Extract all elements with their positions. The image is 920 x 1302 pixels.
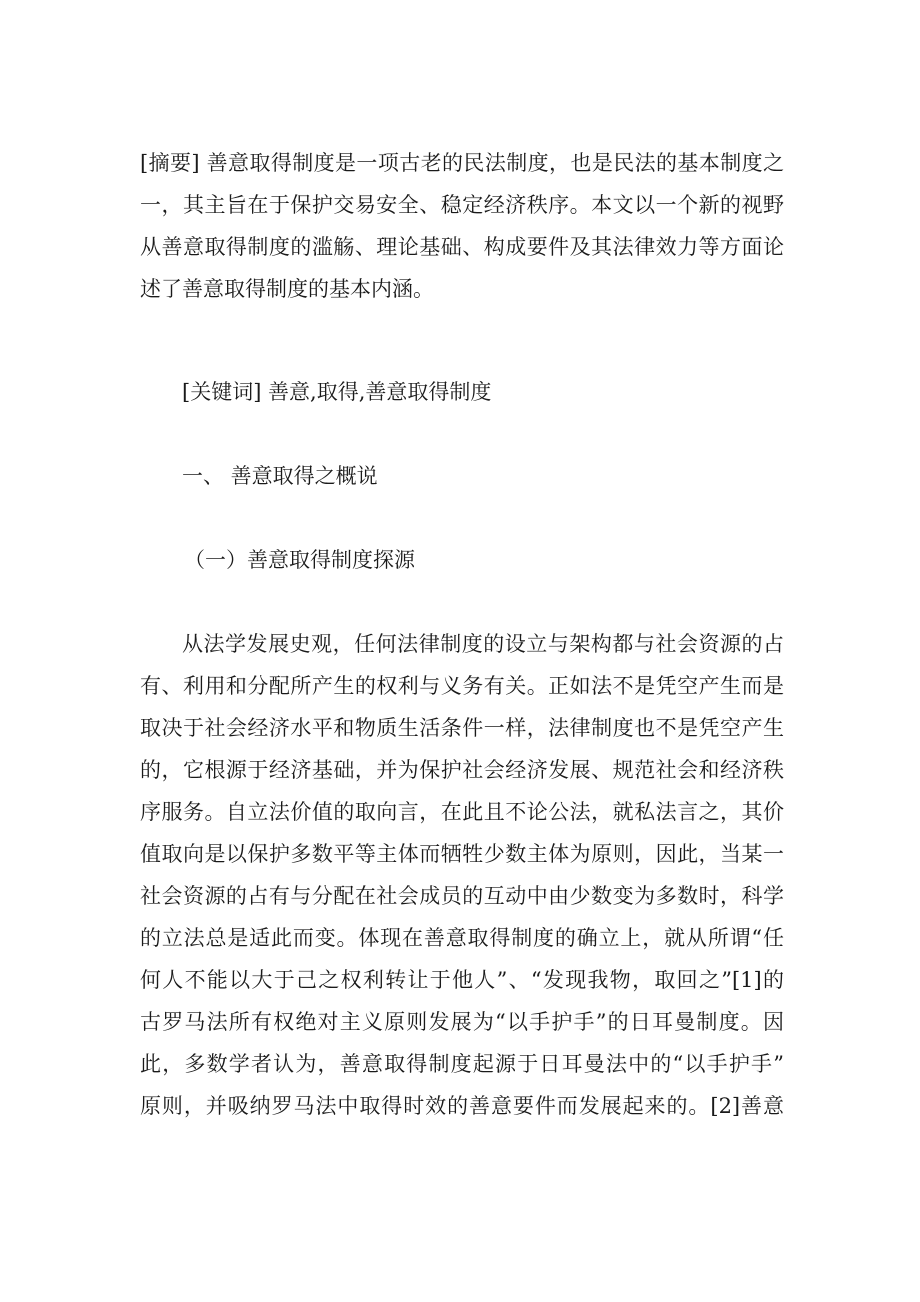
- section-heading: 一、 善意取得之概说: [182, 464, 378, 488]
- body-line: 有、利用和分配所产生的权利与义务有关。正如法不是凭空产生而是: [140, 674, 784, 698]
- abstract-line: 一，其主旨在于保护交易安全、稳定经济秩序。本文以一个新的视野: [140, 193, 784, 217]
- subsection-heading: （一）善意取得制度探源: [184, 548, 415, 572]
- body-line: 原则，并吸纳罗马法中取得时效的善意要件而发展起来的。[2]善意: [140, 1094, 784, 1118]
- abstract-line: [摘要] 善意取得制度是一项古老的民法制度，也是民法的基本制度之: [140, 151, 784, 175]
- body-line: 此，多数学者认为，善意取得制度起源于日耳曼法中的“以手护手”: [140, 1052, 784, 1076]
- abstract-line: 从善意取得制度的滥觞、理论基础、构成要件及其法律效力等方面论: [140, 235, 784, 259]
- body-line: 的立法总是适此而变。体现在善意取得制度的确立上，就从所谓“任: [140, 926, 784, 950]
- keywords: [关键词] 善意,取得,善意取得制度: [182, 380, 492, 404]
- body-line: 值取向是以保护多数平等主体而牺牲少数主体为原则，因此，当某一: [140, 842, 784, 866]
- body-line: 社会资源的占有与分配在社会成员的互动中由少数变为多数时，科学: [140, 884, 784, 908]
- body-line: 何人不能以大于己之权利转让于他人”、“发现我物，取回之”[1]的: [140, 968, 784, 992]
- abstract-line: 述了善意取得制度的基本内涵。: [140, 277, 434, 301]
- body-line: 序服务。自立法价值的取向言，在此且不论公法，就私法言之，其价: [140, 800, 784, 824]
- body-line: 的，它根源于经济基础，并为保护社会经济发展、规范社会和经济秩: [140, 758, 784, 782]
- body-line: 取决于社会经济水平和物质生活条件一样，法律制度也不是凭空产生: [140, 716, 784, 740]
- body-line: 古罗马法所有权绝对主义原则发展为“以手护手”的日耳曼制度。因: [140, 1010, 784, 1034]
- body-line: 从法学发展史观，任何法律制度的设立与架构都与社会资源的占: [182, 632, 784, 656]
